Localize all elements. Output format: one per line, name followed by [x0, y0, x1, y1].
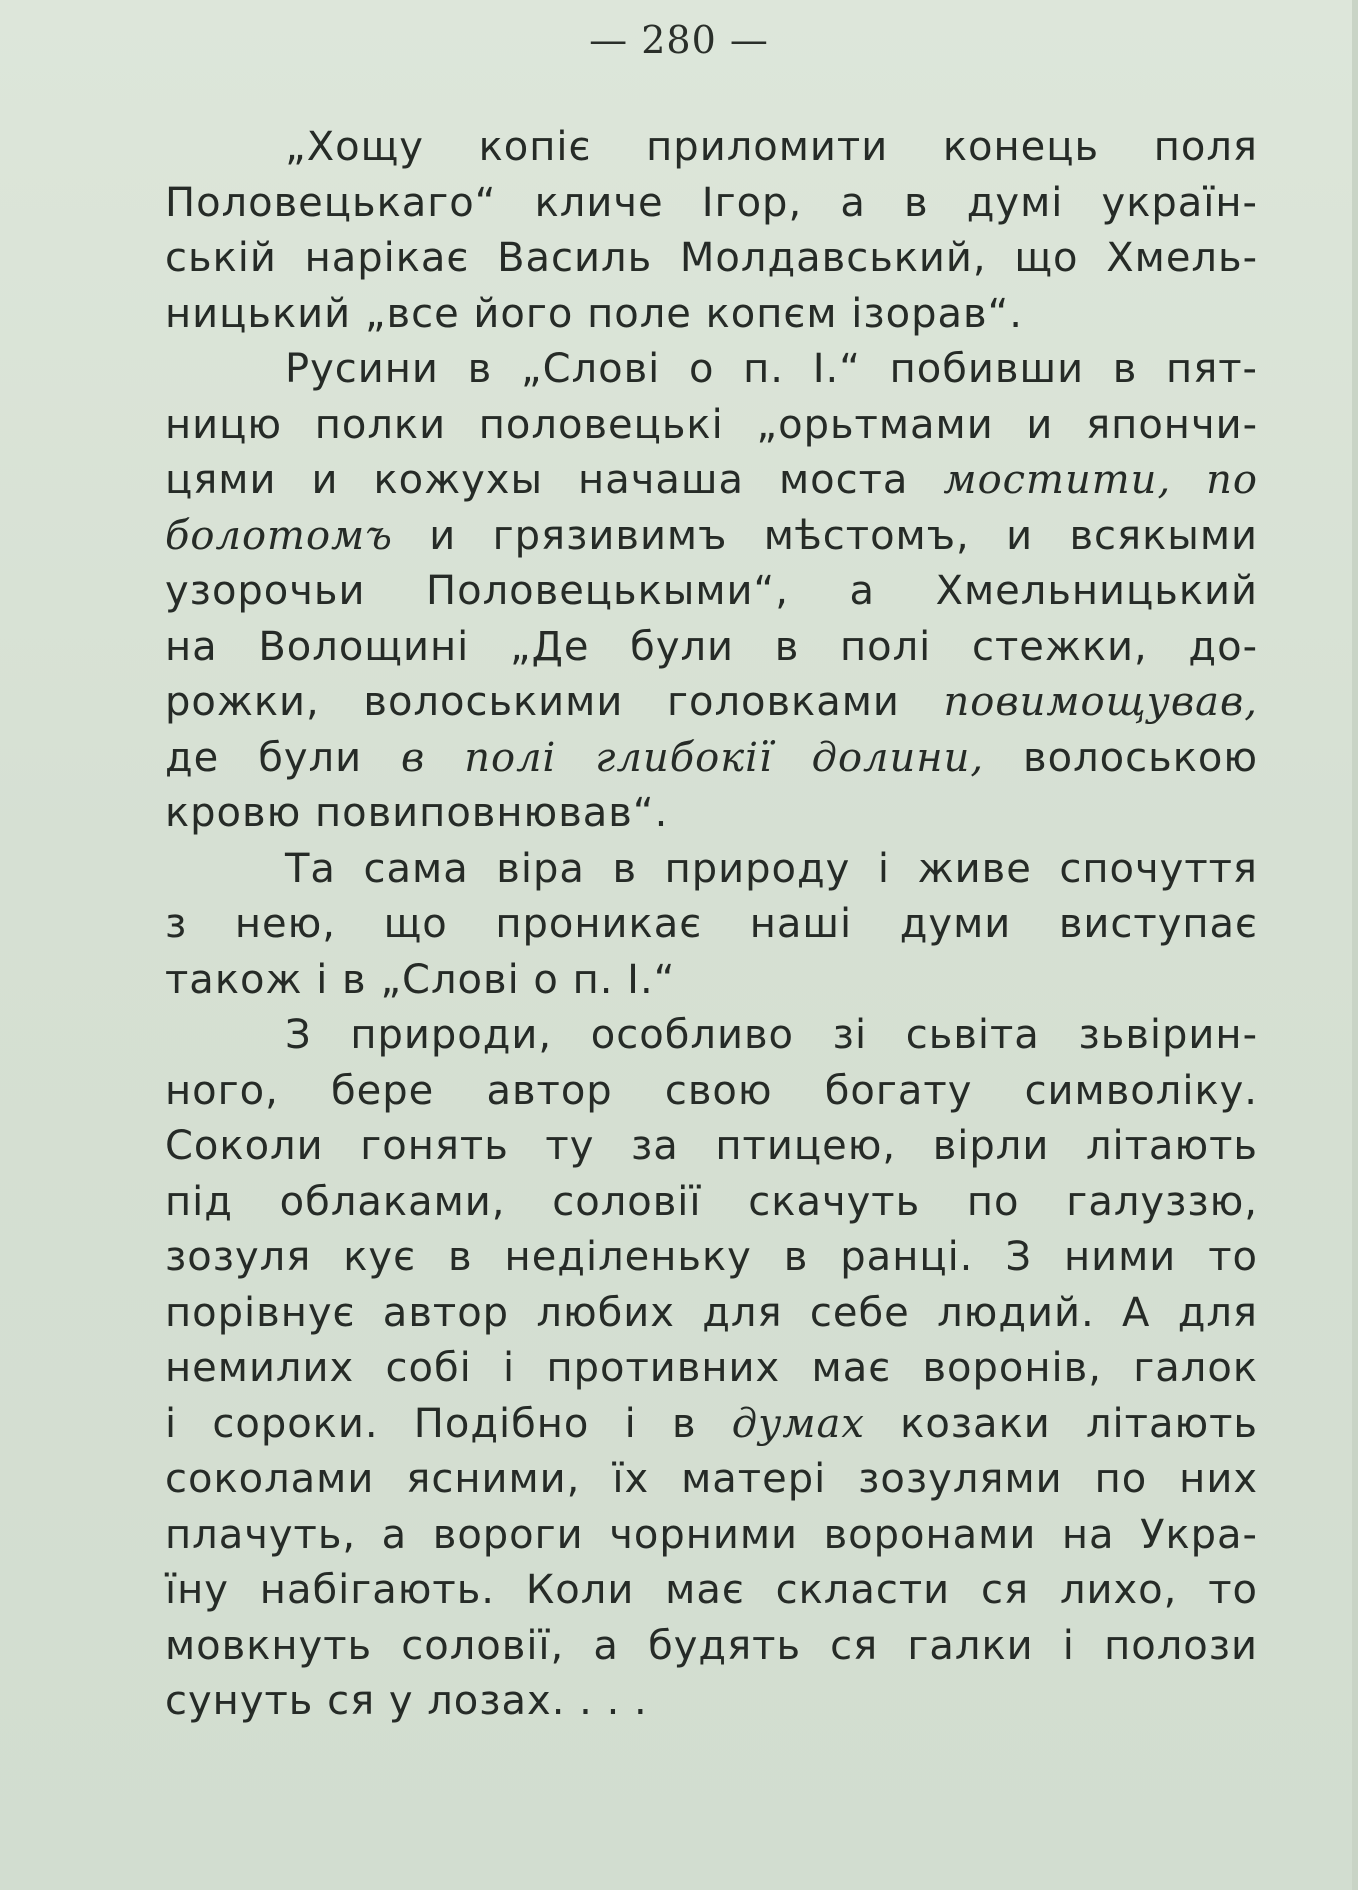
text-line — [165, 398, 1258, 454]
paragraph — [165, 120, 1258, 342]
text-line — [165, 1452, 1258, 1508]
text-segment: під облаками, соловії скачуть по галуззю, — [165, 1178, 1258, 1225]
text-segment: и грязивимъ мѣстомъ, и всякыми — [392, 512, 1258, 559]
text-segment: ного, бере автор свою богату символіку. — [165, 1067, 1258, 1114]
text-segment: ницю полки половецькі „орьтмами и япончи- — [165, 401, 1258, 448]
text-segment: порівнує автор любих для себе людий. А для — [165, 1289, 1258, 1336]
text-segment: ській нарікає Василь Молдавський, що Хмель- — [165, 235, 1258, 281]
text-line — [165, 1064, 1258, 1120]
text-segment: узорочьи Половецькыми“, а Хмельницький — [165, 568, 1258, 614]
text-segment: з нею, що проникає наші думи виступає — [165, 901, 1258, 947]
text-segment: „Хощу копіє приломити конець поля — [285, 124, 1258, 170]
text-segment: волоською — [984, 734, 1258, 781]
text-segment: немилих собі і противних має воронів, галок — [165, 1345, 1258, 1391]
text-line — [165, 1508, 1258, 1564]
text-segment: сунуть ся у лозах. . . . — [165, 1678, 648, 1724]
italic-text: думах — [731, 1400, 865, 1447]
text-segment: Половецькаго“ кличе Ігор, а в думі україн- — [165, 179, 1258, 226]
text-line — [165, 509, 1258, 565]
text-segment: також і в „Слові о п. І.“ — [165, 956, 676, 1003]
text-segment: кровю повиповнював“. — [165, 790, 669, 836]
text-line — [165, 897, 1258, 953]
text-segment: цями и кожухы начаша моста — [165, 457, 944, 503]
text-line — [165, 1397, 1258, 1453]
text-line — [165, 1230, 1258, 1286]
paragraph — [165, 1008, 1258, 1730]
text-segment: їну набігають. Коли має скласти ся лихо, то — [165, 1567, 1258, 1613]
paragraph — [165, 842, 1258, 1009]
text-segment: козаки літають — [864, 1400, 1259, 1447]
text-line — [165, 1619, 1258, 1675]
text-segment: плачуть, а вороги чорними воронами на Укра- — [165, 1511, 1258, 1558]
italic-text: мостити, по — [943, 457, 1258, 503]
text-line — [165, 342, 1258, 398]
text-segment: де були — [165, 734, 402, 781]
text-line — [165, 620, 1258, 676]
paragraph — [165, 342, 1258, 842]
text-line — [165, 786, 1258, 842]
text-line — [165, 1008, 1258, 1064]
text-segment: і сороки. Подібно і в — [165, 1400, 732, 1447]
text-segment: рожки, волоськими головками — [165, 679, 944, 725]
text-line — [165, 176, 1258, 232]
text-line — [165, 1286, 1258, 1342]
text-segment: зозуля кує в неділеньку в ранці. З ними то — [165, 1234, 1258, 1280]
text-line — [165, 1341, 1258, 1397]
text-line — [165, 675, 1258, 731]
text-line — [165, 731, 1258, 787]
text-segment: соколами ясними, їх матері зозулями по них — [165, 1456, 1258, 1502]
text-segment: З природи, особливо зі сьвіта зьвірин- — [285, 1012, 1258, 1058]
text-line — [165, 1175, 1258, 1231]
text-line — [165, 231, 1258, 287]
text-line — [165, 1674, 1258, 1730]
text-segment: ницький „все його поле копєм ізорав“. — [165, 290, 1024, 337]
body-text — [165, 120, 1258, 1730]
text-line — [165, 564, 1258, 620]
text-segment: на Волощині „Де були в полі стежки, до- — [165, 623, 1258, 670]
text-segment: Соколи гонять ту за птицею, вірли літають — [165, 1123, 1258, 1169]
italic-text: в полі глибокії долини, — [401, 734, 985, 781]
text-line — [165, 1119, 1258, 1175]
text-line — [165, 287, 1258, 343]
text-segment: мовкнуть соловії, а будять ся галки і полози — [165, 1622, 1258, 1669]
text-line — [165, 842, 1258, 898]
text-line — [165, 1563, 1258, 1619]
page-number: — 280 — — [589, 18, 769, 62]
text-line — [165, 953, 1258, 1009]
italic-text: повимощував, — [943, 679, 1258, 725]
text-segment: Та сама віра в природу і живе спочуття — [285, 845, 1258, 892]
text-segment: Русини в „Слові о п. І.“ побивши в пят- — [285, 346, 1258, 392]
text-line — [165, 453, 1258, 509]
scan-edge — [1352, 0, 1358, 1890]
italic-text: болотомъ — [165, 512, 393, 559]
text-line — [165, 120, 1258, 176]
